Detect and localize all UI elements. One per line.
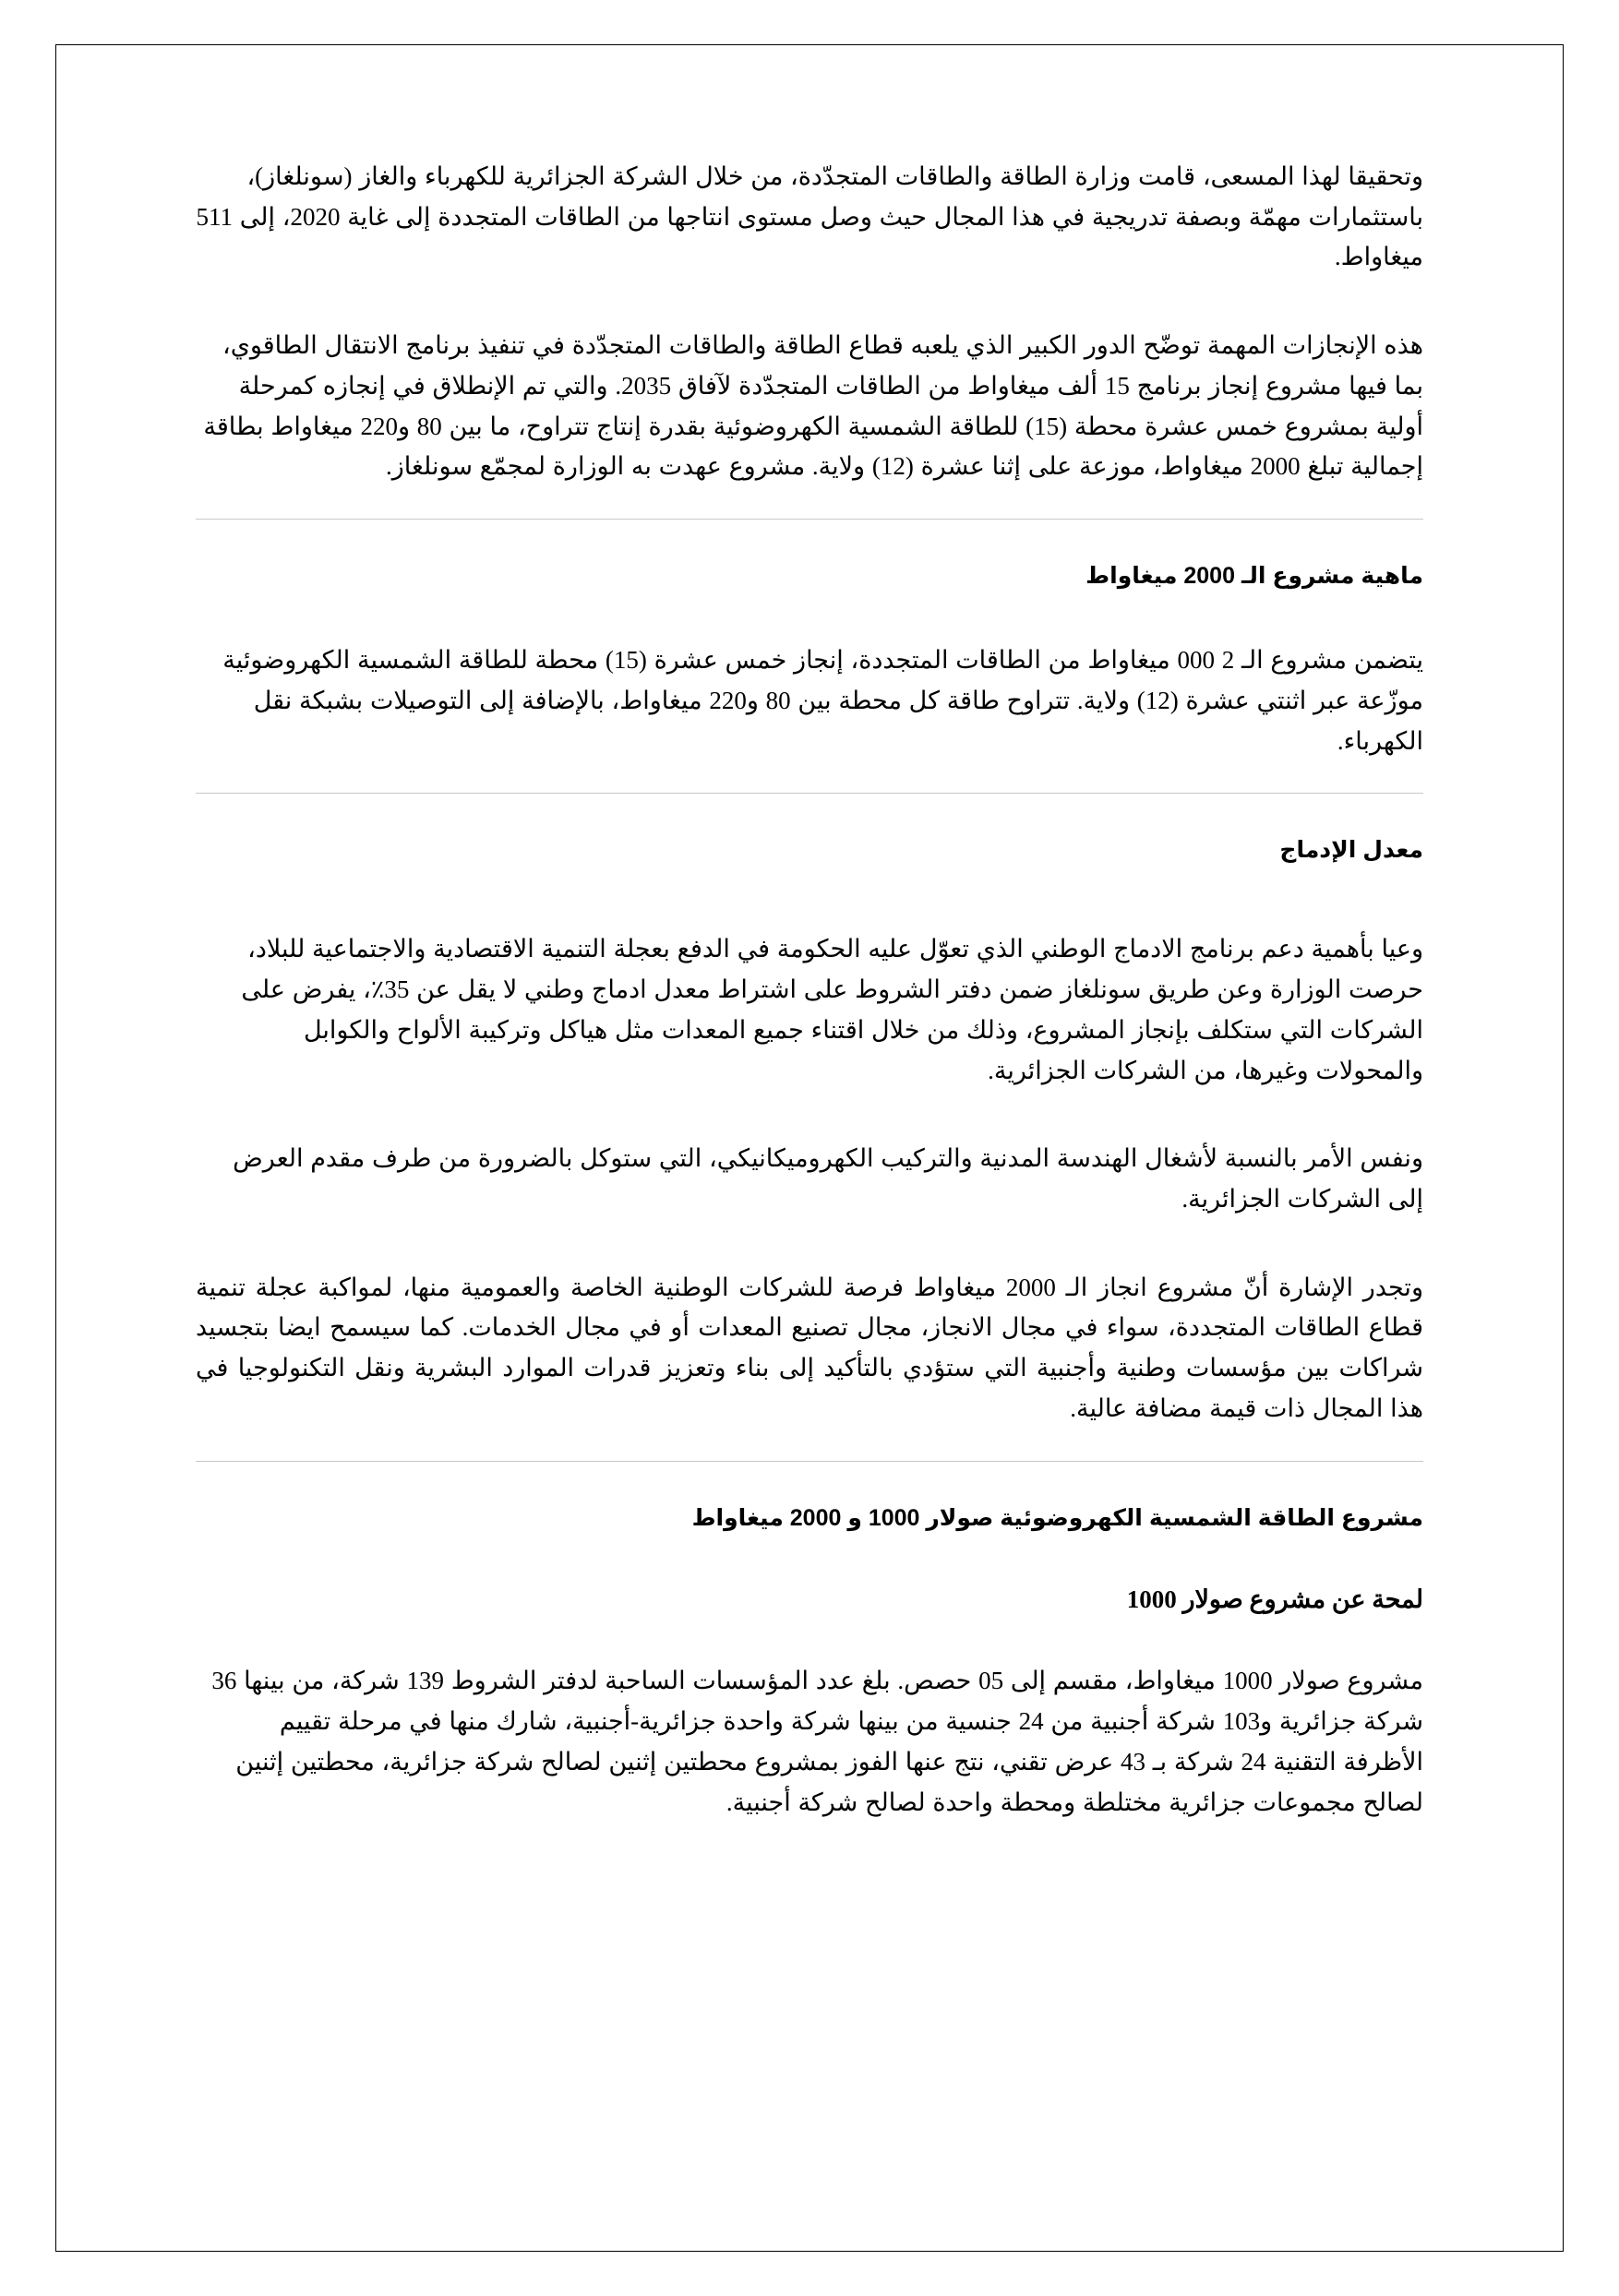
heading-2000-megawatt-project: ماهية مشروع الـ 2000 ميغاواط (1085, 563, 1423, 590)
paragraph-intro-2: هذه الإنجازات المهمة توضّح الدور الكبير الذي يلعبه قطاع الطاقة والطاقات المتجدّدة في تنفيذ برنامج الانتقال الطاقوي، بما فيها مشروع إنجاز برنامج 15 ألف ميغاواط من الطاقات المتجدّدة لآفاق 2035. والتي تم الإنطلاق في إنجازه كمرحلة أولية بمشروع خمس عشرة محطة (15) للطاقة الشمسية الكهروضوئية بقدرة إنتاج تتراوح، ما بين 80 و220 ميغاواط بطاقة إجمالية تبلغ 2000 ميغاواط، موزعة على إثنا عشرة (12) ولاية. مشروع عهدت به الوزارة لمجمّع سونلغاز. (203, 331, 1423, 481)
spacer (196, 1566, 1423, 1583)
spacer (196, 1644, 1423, 1661)
spacer (196, 624, 1423, 640)
section-divider-3 (196, 1461, 1423, 1462)
heading-integration-rate: معدل الإدماج (1279, 837, 1423, 864)
paragraph-intro-1: وتحقيقا لهذا المسعى، قامت وزارة الطاقة والطاقات المتجدّدة، من خلال الشركة الجزائرية للكهرباء والغاز (سونلغاز)، باستثمارات مهمّة وبصفة تدريجية في هذا المجال حيث وصل مستوى انتاجها من الطاقات المتجددة إلى غاية 2020، إلى 511 ميغاواط. (196, 162, 1423, 271)
page-content (196, 0, 1423, 1965)
spacer (196, 309, 1423, 326)
heading-solar-photovoltaic-project: مشروع الطاقة الشمسية الكهروضوئية صولار 1000 و 2000 ميغاواط (691, 1504, 1423, 1531)
spacer (196, 1251, 1423, 1268)
heading-solar-1000-overview: لمحة عن مشروع صولار 1000 (1126, 1584, 1423, 1613)
section-divider-2 (196, 793, 1423, 794)
section-divider-1 (196, 519, 1423, 520)
paragraph-integration-2: ونفس الأمر بالنسبة لأشغال الهندسة المدنية والتركيب الكهروميكانيكي، التي ستوكل بالضرورة من طرف مقدم العرض إلى الشركات الجزائرية. (233, 1144, 1423, 1214)
paragraph-solar-1000: مشروع صولار 1000 ميغاواط، مقسم إلى 05 حصص. بلغ عدد المؤسسات الساحبة لدفتر الشروط 139 شركة، من بينها 36 شركة جزائرية و103 شركة أجنبية من 24 جنسية من بينها شركة واحدة جزائرية-أجنبية، شارك منها في مرحلة تقييم الأظرفة التقنية 24 شركة بـ 43 عرض تقني، نتج عنها الفوز بمشروع محطتين إثنين لصالح شركة جزائرية، محطتين إثنين لصالح مجموعات جزائرية مختلطة ومحطة واحدة لصالح شركة أجنبية. (211, 1667, 1423, 1816)
spacer (196, 1122, 1423, 1139)
paragraph-2000-megawatt-project: يتضمن مشروع الـ 2 000 ميغاواط من الطاقات المتجددة، إنجاز خمس عشرة (15) محطة للطاقة الشمسية الكهروضوئية موزّعة عبر اثنتي عشرة (12) ولاية. تتراوح طاقة كل محطة بين 80 و220 ميغاواط، بالإضافة إلى التوصيلات بشبكة نقل الكهرباء. (222, 646, 1423, 755)
spacer (196, 898, 1423, 929)
paragraph-integration-3: وتجدر الإشارة أنّ مشروع انجاز الـ 2000 ميغاواط فرصة للشركات الوطنية الخاصة والعمومية منها، لمواكبة عجلة تنمية قطاع الطاقات المتجددة، سواء في مجال الانجاز، مجال تصنيع المعدات أو في مجال الخدمات. كما سيسمح ايضا بتجسيد شراكات بين مؤسسات وطنية وأجنبية التي ستؤدي بالتأكيد إلى بناء وتعزيز قدرات الموارد البشرية ونقل التكنولوجيا في هذا المجال ذات قيمة مضافة عالية. (196, 1273, 1423, 1422)
paragraph-integration-1: وعيا بأهمية دعم برنامج الادماج الوطني الذي تعوّل عليه الحكومة في الدفع بعجلة التنمية الاقتصادية والاجتماعية للبلاد، حرصت الوزارة وعن طريق سونلغاز ضمن دفتر الشروط على اشتراط معدل ادماج وطني لا يقل عن 35٪، يفرض على الشركات التي ستكلف بإنجاز المشروع، وذلك من خلال اقتناء جميع المعدات مثل هياكل وتركيبة الألواح والكوابل والمحولات وغيرها، من الشركات الجزائرية. (241, 935, 1423, 1084)
